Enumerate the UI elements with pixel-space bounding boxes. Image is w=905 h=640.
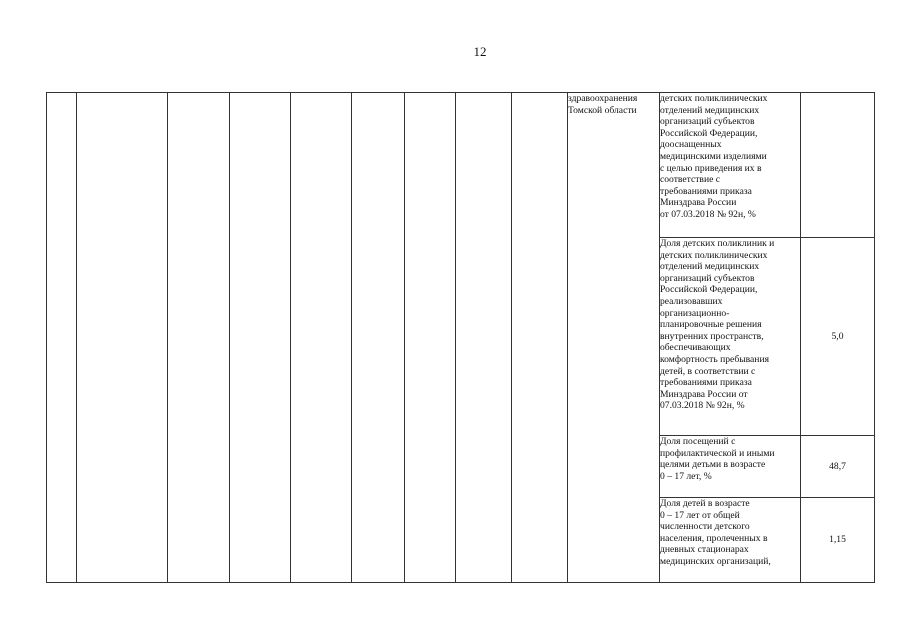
indicator-text-line: дневных стационарах [660, 544, 749, 556]
indicator-text-line: организаций субъектов [660, 116, 755, 128]
indicator-text-line: от 07.03.2018 № 92н, % [660, 208, 756, 220]
indicator-text-line: организационно- [660, 307, 730, 319]
indicator-text-line: дооснащенных [660, 139, 722, 151]
indicator-cell [660, 93, 801, 238]
indicator-text-line: населения, пролеченных в [660, 532, 768, 544]
empty-cell [47, 93, 77, 583]
indicator-text-line: Российской Федерации, [660, 127, 758, 139]
indicator-text-line: 0 – 17 лет от общей [660, 509, 740, 521]
indicator-text-line: Минздрава России [660, 197, 737, 209]
indicator-text-line: Доля посещений с [660, 436, 736, 447]
indicator-text-line: 07.03.2018 № 92н, % [660, 400, 745, 412]
empty-cell [230, 93, 291, 583]
value-cell [801, 93, 875, 238]
indicator-text-line: Доля детских поликлиник и [660, 238, 775, 249]
indicator-text-line: требованиями приказа [660, 185, 752, 197]
value-cell: 1,15 [801, 498, 875, 583]
indicator-text-line: планировочные решения [660, 319, 762, 331]
indicator-text-line: Доля детей в возрасте [660, 498, 750, 509]
empty-cell [512, 93, 568, 583]
empty-cell [352, 93, 405, 583]
value-cell: 48,7 [801, 436, 875, 498]
indicator-text-line: детских поликлинических [660, 93, 768, 104]
organization-cell: здравоохранения Томской области [568, 93, 660, 583]
indicator-text-line: комфортность пребывания [660, 353, 769, 365]
indicator-text-line: детей, в соответствии с [660, 365, 756, 377]
indicator-cell [660, 498, 801, 583]
value-cell: 5,0 [801, 238, 875, 436]
empty-cell [77, 93, 168, 583]
indicator-text-line: обеспечивающих [660, 342, 731, 354]
indicator-text-line: с целью приведения их в [660, 162, 762, 174]
indicator-text-line: отделений медицинских [660, 261, 760, 273]
empty-cell [291, 93, 352, 583]
indicator-text-line: 0 – 17 лет, % [660, 470, 712, 482]
document-table [46, 92, 875, 583]
indicator-text-line: требованиями приказа [660, 377, 752, 389]
indicator-text-line: численности детского [660, 521, 750, 533]
indicator-text-line: медицинскими изделиями [660, 150, 767, 162]
indicator-text-line: реализовавших [660, 295, 723, 307]
indicator-text-line: медицинских организаций, [660, 555, 771, 567]
indicator-cell [660, 238, 801, 436]
empty-cell [456, 93, 512, 583]
indicator-cell [660, 436, 801, 498]
indicator-text-line: внутренних пространств, [660, 330, 764, 342]
empty-cell [405, 93, 456, 583]
indicator-text-line: целями детьми в возрасте [660, 459, 766, 471]
indicator-text-line: профилактической и иными [660, 447, 775, 459]
empty-cell [168, 93, 230, 583]
indicator-text-line: организаций субъектов [660, 272, 755, 284]
table-row [47, 93, 875, 238]
page-number: 12 [473, 44, 487, 59]
indicator-text-line: Российской Федерации, [660, 284, 758, 296]
indicator-text-line: детских поликлинических [660, 249, 768, 261]
indicator-text-line: отделений медицинских [660, 104, 760, 116]
indicator-text-line: Минздрава России от [660, 388, 748, 400]
indicator-text-line: соответствие с [660, 174, 720, 186]
